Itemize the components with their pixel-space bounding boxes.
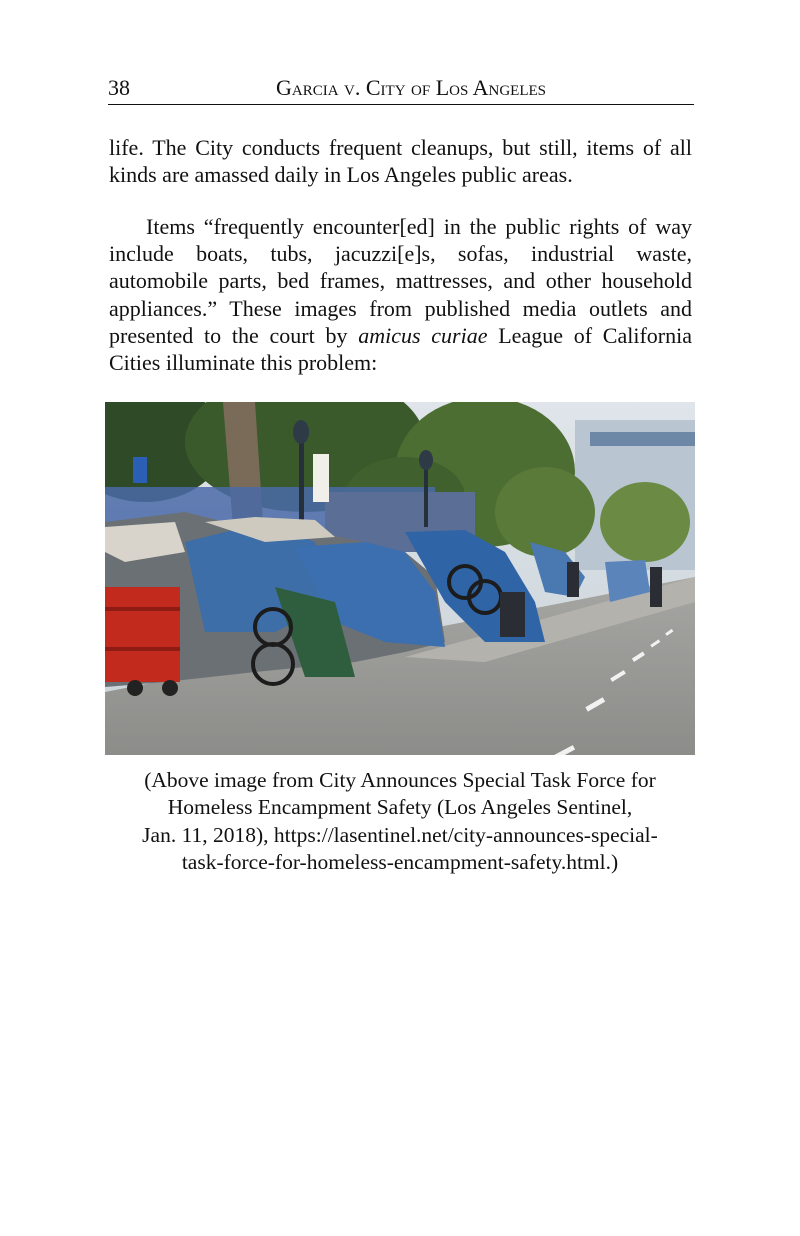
page-number: 38 [108,75,130,100]
italic-term: amicus curiae [358,322,488,348]
caption-line: Jan. 11, 2018), https://lasentinel.net/city-announces-special- [142,822,658,847]
paragraph: life. The City conducts frequent cleanups, but still, items of all kinds are amassed daily in Los Angeles public areas. [109,135,692,188]
paragraph-text: League of California Cities illuminate this problem: [109,322,692,376]
encampment-photo [105,402,695,755]
paragraph [109,213,692,376]
caption-line: (Above image from City Announces Special Task Force for [144,768,656,792]
running-title: Garcia v. City of Los Angeles [275,75,546,100]
red-cart [105,587,180,682]
paragraph-text: Items “frequently encounter[ed] in the public rights of way include boats, tubs, jacuzzi[e]s, sofas, industrial waste, automobile parts, bed frames, mattresses, and other household appliances.” These images from published media outlets and presented to the court by [109,214,692,348]
photo-illustration [105,402,695,755]
figure-caption [100,767,700,877]
caption-line: task-force-for-homeless-encampment-safety.html.) [181,850,619,875]
running-header [108,74,694,105]
caption-line: Homeless Encampment Safety (Los Angeles Sentinel, [167,795,633,820]
